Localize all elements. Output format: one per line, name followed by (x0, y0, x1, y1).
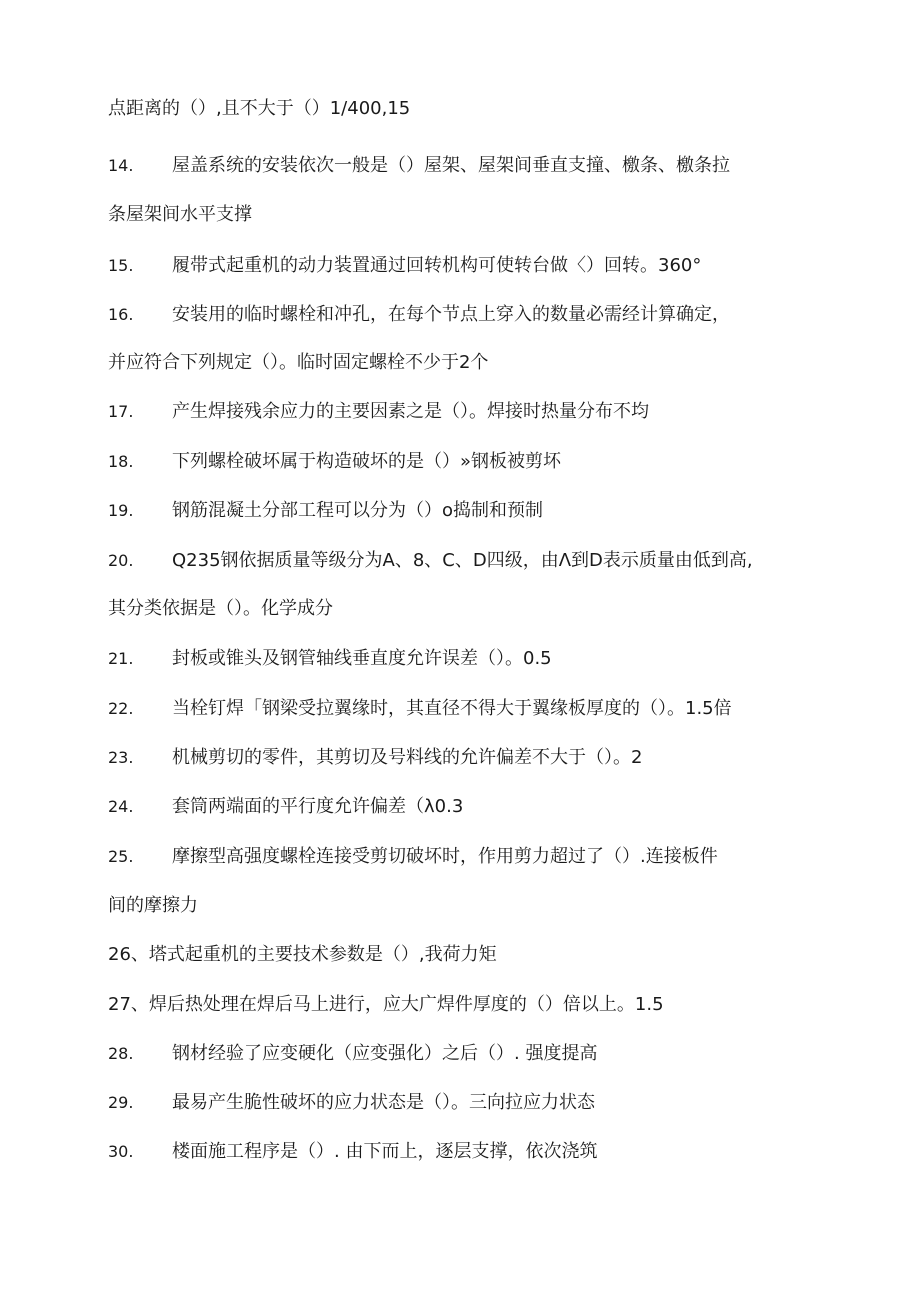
question-text: 最易产生脆性破坏的应力状态是（）。三向拉应力状态 (172, 1092, 595, 1113)
line-text: 间的摩擦力 (108, 895, 198, 916)
question-number: 18. (108, 452, 134, 471)
question-18 (108, 450, 561, 474)
question-text: 钢筋混凝土分部工程可以分为（）o捣制和预制 (172, 500, 544, 521)
question-29 (108, 1091, 595, 1115)
question-text: 27、焊后热处理在焊后马上进行，应大广焊件厚度的（）倍以上。1.5 (108, 994, 664, 1015)
question-25 (108, 845, 718, 869)
line-text: 其分类依据是（）。化学成分 (108, 598, 333, 619)
question-number: 23. (108, 748, 134, 767)
question-23 (108, 746, 642, 770)
line-text: 点距离的（）,且不大于（）1/400,15 (108, 98, 411, 119)
question-number: 14. (108, 156, 134, 175)
question-30 (108, 1140, 597, 1164)
question-number: 17. (108, 402, 134, 421)
question-number: 19. (108, 501, 134, 520)
question-27 (108, 993, 664, 1017)
question-text: 产生焊接残余应力的主要因素之是（）。焊接时热量分布不均 (172, 401, 649, 422)
question-text: 当栓钉焊「钢梁受拉翼缘时，其直径不得大于翼缘板厚度的（）。1.5倍 (172, 698, 732, 719)
question-text: Q235钢依据质量等级分为A、8、C、D四级，由Λ到D表示质量由低到高, (172, 550, 753, 571)
question-20 (108, 549, 753, 573)
question-number: 28. (108, 1044, 134, 1063)
question-16 (108, 303, 730, 327)
question-number: 16. (108, 305, 134, 324)
text-line (108, 894, 198, 918)
question-22 (108, 697, 732, 721)
text-line (108, 597, 333, 621)
question-text: 套筒两端面的平行度允许偏差（λ0.3 (172, 796, 464, 817)
question-number: 25. (108, 847, 134, 866)
question-number: 15. (108, 256, 134, 275)
question-number: 24. (108, 797, 134, 816)
question-text: 机械剪切的零件，其剪切及号料线的允许偏差不大于（）。2 (172, 747, 643, 768)
question-28 (108, 1042, 597, 1066)
question-number: 22. (108, 699, 134, 718)
question-text: 26、塔式起重机的主要技术参数是（）,我荷力矩 (108, 944, 497, 965)
text-line (108, 203, 252, 227)
question-text: 封板或锥头及钢管轴线垂直度允许误差（）。0.5 (172, 648, 552, 669)
question-text: 摩擦型高强度螺栓连接受剪切破坏时，作用剪力超过了（）.连接板件 (172, 846, 718, 867)
question-number: 20. (108, 551, 134, 570)
question-text: 履带式起重机的动力装置通过回转机构可使转台做〈）回转。360° (172, 255, 702, 276)
question-text: 楼面施工程序是（）. 由下而上，逐层支撑，依次浇筑 (172, 1141, 598, 1162)
text-line (108, 97, 410, 121)
question-17 (108, 400, 649, 424)
question-text: 屋盖系统的安装依次一般是（）屋架、屋架间垂直支撞、檄条、檄条拉 (172, 155, 730, 176)
question-number: 29. (108, 1093, 134, 1112)
question-number: 21. (108, 649, 134, 668)
question-14 (108, 154, 730, 178)
question-number: 30. (108, 1142, 134, 1161)
text-line (108, 351, 488, 375)
question-19 (108, 499, 543, 523)
question-15 (108, 254, 701, 278)
question-26 (108, 943, 497, 967)
line-text: 条屋架间水平支撑 (108, 204, 252, 225)
question-24 (108, 795, 463, 819)
question-text: 下列螺栓破坏属于构造破坏的是（）»钢板被剪坏 (172, 451, 562, 472)
question-text: 钢材经验了应变硬化（应变强化）之后（）. 强度提高 (172, 1043, 598, 1064)
line-text: 并应符合下列规定（）。临时固定螺栓不少于2个 (108, 352, 489, 373)
question-text: 安装用的临时螺栓和冲孔，在每个节点上穿入的数量必需经计算确定， (172, 304, 730, 325)
question-21 (108, 647, 552, 671)
